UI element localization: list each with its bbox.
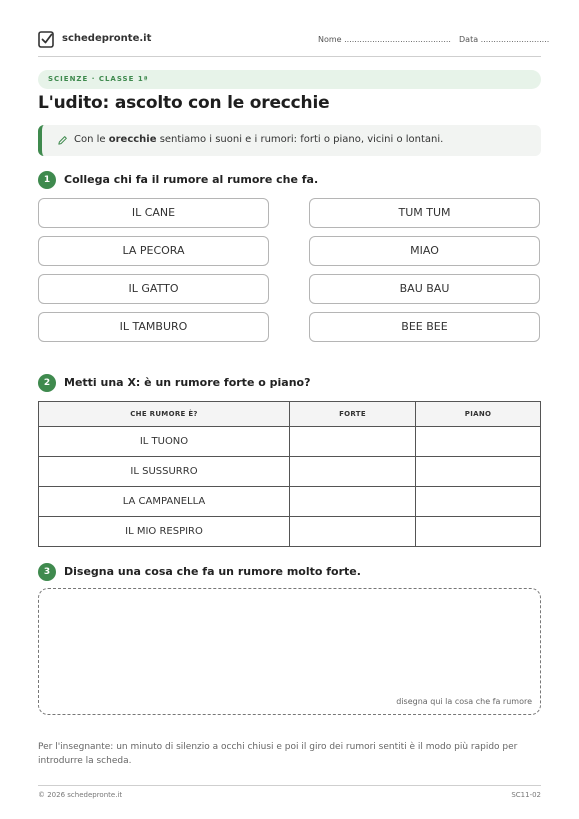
column-header: FORTE (290, 402, 416, 427)
table-row (39, 457, 541, 487)
drawing-hint: disegna qui la cosa che fa rumore (396, 697, 532, 706)
match-right-item[interactable]: BEE BEE (309, 312, 540, 342)
subject-tag: SCIENZE · CLASSE 1ª (38, 70, 541, 89)
checklist-logo-icon (38, 30, 56, 48)
question-text: Disegna una cosa che fa un rumore molto forte. (64, 565, 361, 578)
question-number-badge: 3 (38, 563, 56, 581)
info-note (38, 125, 541, 156)
column-header: PIANO (416, 402, 541, 427)
row-label: IL TUONO (39, 427, 290, 457)
table-row (39, 517, 541, 547)
forte-checkbox-cell[interactable] (290, 427, 416, 457)
table-row (39, 427, 541, 457)
question-number-badge: 2 (38, 374, 56, 392)
forte-checkbox-cell[interactable] (290, 517, 416, 547)
page-footer (38, 785, 541, 802)
page-header (38, 30, 550, 57)
row-label: LA CAMPANELLA (39, 487, 290, 517)
row-label: IL MIO RESPIRO (39, 517, 290, 547)
piano-checkbox-cell[interactable] (416, 427, 541, 457)
table-header-row (39, 402, 541, 427)
piano-checkbox-cell[interactable] (416, 457, 541, 487)
brand-name: schedepronte.it (62, 33, 152, 44)
match-right-item[interactable]: MIAO (309, 236, 540, 266)
question-text: Metti una X: è un rumore forte o piano? (64, 376, 311, 389)
page-title: L'udito: ascolto con le orecchie (38, 93, 330, 113)
name-field[interactable]: Nome .......................................... (318, 35, 451, 44)
copyright: © 2026 schedepronte.it (38, 791, 123, 799)
loud-soft-table (38, 401, 541, 547)
match-left-item[interactable]: IL GATTO (38, 274, 269, 304)
question-text: Collega chi fa il rumore al rumore che fa. (64, 173, 319, 186)
question-number-badge: 1 (38, 171, 56, 189)
date-field[interactable]: Data ........................... (459, 35, 550, 44)
column-header: CHE RUMORE È? (39, 402, 290, 427)
piano-checkbox-cell[interactable] (416, 487, 541, 517)
table-row (39, 487, 541, 517)
forte-checkbox-cell[interactable] (290, 457, 416, 487)
pencil-icon (57, 135, 68, 146)
match-right-item[interactable]: BAU BAU (309, 274, 540, 304)
sheet-code: SC11-02 (511, 791, 541, 799)
note-bold-word: orecchie (108, 134, 157, 145)
match-left-item[interactable]: IL CANE (38, 198, 269, 228)
note-text: Con le orecchie sentiamo i suoni e i rumori: forti o piano, vicini o lontani. (74, 134, 444, 145)
forte-checkbox-cell[interactable] (290, 487, 416, 517)
teacher-note: Per l'insegnante: un minuto di silenzio a occhi chiusi e poi il giro dei rumori sentiti è il modo più rapido per introdurre la scheda. (38, 742, 518, 766)
match-left-item[interactable]: LA PECORA (38, 236, 269, 266)
match-left-item[interactable]: IL TAMBURO (38, 312, 269, 342)
piano-checkbox-cell[interactable] (416, 517, 541, 547)
row-label: IL SUSSURRO (39, 457, 290, 487)
drawing-area[interactable] (38, 588, 541, 715)
match-right-item[interactable]: TUM TUM (309, 198, 540, 228)
